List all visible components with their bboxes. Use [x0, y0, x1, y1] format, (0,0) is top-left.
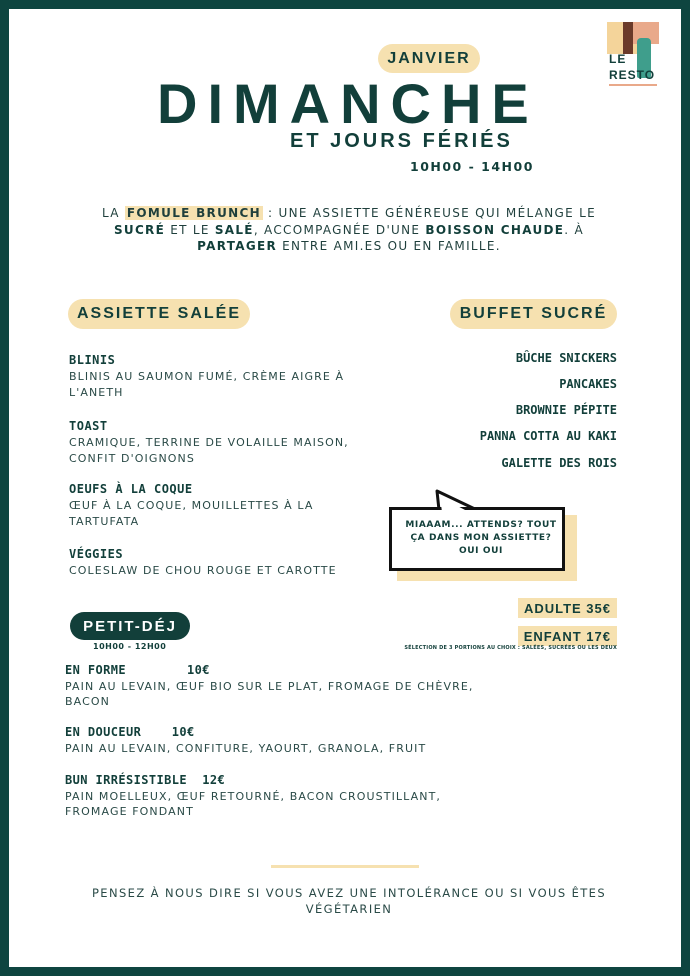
item-description: PAIN AU LEVAIN, CONFITURE, YAOURT, GRANOLA, FRUIT [65, 742, 427, 755]
footer-note: PENSEZ À NOUS DIRE SI VOUS AVEZ UNE INTOLÉRANCE OU SI VOUS ÊTES VÉGÉTARIEN [91, 886, 607, 916]
intro-text: LA FOMULE BRUNCH : UNE ASSIETTE GÉNÉREUSE QUI MÉLANGE LE SUCRÉ ET LE SALÉ, ACCOMPAGNÉE D'UNE BOISSON CHAUDE. À PARTAGER ENTRE AMI.ES OU EN FAMILLE. [102, 206, 596, 253]
breakfast-item [65, 663, 485, 709]
price-note: SÉLECTION DE 3 PORTIONS AU CHOIX : SALÉES, SUCRÉES OU LES DEUX [404, 645, 617, 651]
speech-bubble [389, 479, 589, 589]
page-title: DIMANCHE [157, 72, 539, 135]
section-heading-sucre: BUFFET SUCRÉ [450, 299, 617, 329]
logo-line-1: LE [609, 52, 627, 66]
sweet-item: BROWNIE PÉPITE [515, 403, 617, 417]
menu-item [69, 353, 369, 401]
item-name: BUN IRRÉSISTIBLE 12€ [65, 773, 226, 787]
item-name: OEUFS À LA COQUE [69, 482, 193, 496]
price-child: ENFANT 17€ [518, 626, 617, 646]
month-badge: JANVIER [378, 44, 480, 73]
formula-highlight: FOMULE BRUNCH [126, 206, 261, 220]
price-adult: ADULTE 35€ [518, 598, 617, 618]
sweet-item: PANCAKES [559, 377, 617, 391]
item-description: PAIN AU LEVAIN, ŒUF BIO SUR LE PLAT, FROMAGE DE CHÈVRE, BACON [65, 680, 474, 708]
item-name: EN DOUCEUR 10€ [65, 725, 195, 739]
item-name: EN FORME 10€ [65, 663, 210, 677]
brunch-hours: 10H00 - 14H00 [410, 159, 534, 174]
item-name: TOAST [69, 419, 108, 433]
menu-item [69, 547, 369, 579]
breakfast-item [65, 773, 485, 819]
item-name: VÉGGIES [69, 547, 124, 561]
item-name: BLINIS [69, 353, 116, 367]
menu-item [69, 419, 369, 467]
page-subtitle: ET JOURS FÉRIÉS [290, 130, 513, 152]
divider [271, 865, 419, 868]
item-description: BLINIS AU SAUMON FUMÉ, CRÈME AIGRE À L'ANETH [69, 370, 345, 399]
item-description: CRAMIQUE, TERRINE DE VOLAILLE MAISON, CONFIT D'OIGNONS [69, 436, 349, 465]
logo-line-2: RESTO [609, 68, 656, 82]
petit-dej-hours: 10H00 - 12H00 [93, 642, 167, 651]
sweet-item: BÛCHE SNICKERS [515, 351, 617, 365]
bubble-text: MIAAAM... ATTENDS? TOUT ÇA DANS MON ASSIETTE? OUI OUI [405, 520, 557, 556]
item-description: ŒUF À LA COQUE, MOUILLETTES À LA TARTUFATA [69, 499, 314, 528]
breakfast-item [65, 725, 485, 756]
sweet-item: GALETTE DES ROIS [501, 456, 617, 470]
resto-logo [607, 22, 661, 84]
section-heading-petit-dej: PETIT-DÉJ [70, 612, 190, 640]
item-description: COLESLAW DE CHOU ROUGE ET CAROTTE [69, 564, 337, 577]
menu-item [69, 482, 369, 530]
section-heading-salee: ASSIETTE SALÉE [68, 299, 250, 329]
sweet-item: PANNA COTTA AU KAKI [479, 429, 617, 443]
item-description: PAIN MOELLEUX, ŒUF RETOURNÉ, BACON CROUSTILLANT, FROMAGE FONDANT [65, 790, 441, 818]
menu-page [9, 9, 681, 967]
